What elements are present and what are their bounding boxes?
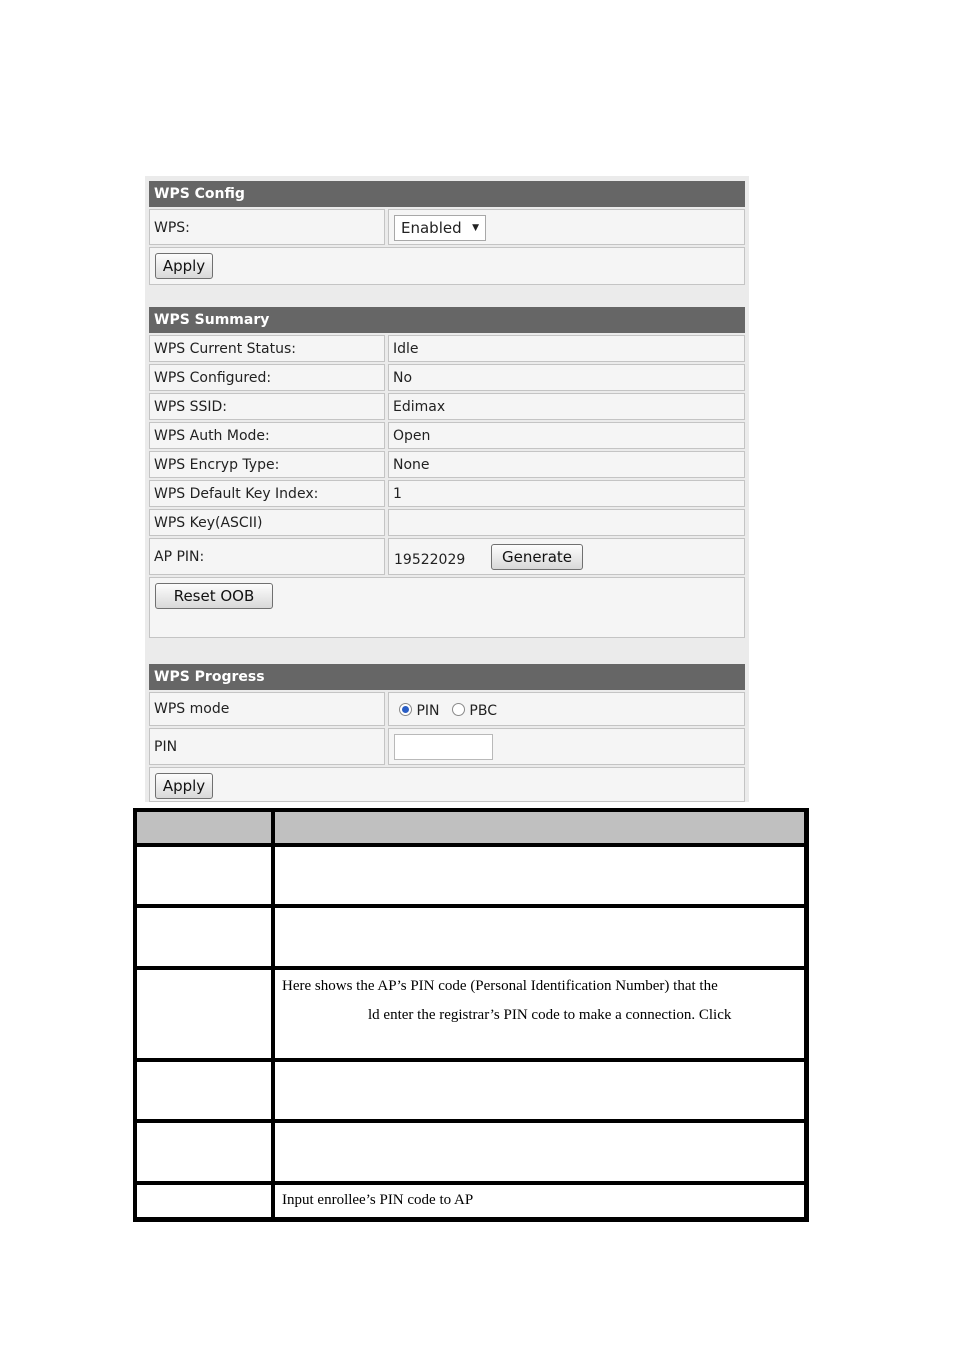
wps-mode-cell [388,692,745,726]
pin-label: PIN [149,728,385,765]
table-header-description [275,812,804,843]
generate-button[interactable]: Generate [491,544,583,570]
summary-value: Idle [388,335,745,362]
reset-oob-button[interactable]: Reset OOB [155,583,273,609]
ap-pin-value: 19522029 [394,552,466,568]
pin-mode-label: PIN [416,703,440,719]
summary-label: WPS Encryp Type: [149,451,385,478]
table-cell-item [137,847,271,904]
pin-description-text: Input enrollee’s PIN code to AP [282,1192,474,1208]
summary-label: WPS Auth Mode: [149,422,385,449]
pin-input[interactable] [394,734,493,760]
table-cell-description [275,970,804,1058]
table-cell-item [137,1062,271,1119]
wps-settings-panel [145,176,749,802]
wps-config-apply-row [149,247,745,285]
wps-label: WPS: [149,209,385,245]
pin-mode-option[interactable] [399,703,444,719]
summary-value: No [388,364,745,391]
wps-enable-select[interactable] [394,215,486,241]
table-cell-item [137,970,271,1058]
table-cell-description [275,1062,804,1119]
summary-label: WPS SSID: [149,393,385,420]
wps-progress-apply-row [149,767,745,802]
ap-pin-description-line: ld enter the registrar’s PIN code to make a connection. Click [368,1007,732,1023]
table-header-item [137,812,271,843]
pin-input-cell [388,728,745,765]
summary-value: Edimax [388,393,745,420]
summary-label: WPS Configured: [149,364,385,391]
table-cell-item [137,1185,271,1217]
progress-apply-button[interactable]: Apply [155,773,213,799]
table-cell-description [275,908,804,966]
pbc-mode-option[interactable] [452,703,497,719]
radio-selected-icon[interactable] [399,703,412,716]
reset-oob-row [149,577,745,638]
summary-value: 1 [388,480,745,507]
wps-value-cell [388,209,745,245]
chevron-down-icon: ▼ [472,223,479,233]
wps-select-value: Enabled [401,219,462,237]
summary-value [388,509,745,536]
ap-pin-description-line: Here shows the AP’s PIN code (Personal Identification Number) that the [282,978,718,994]
wps-config-header: WPS Config [149,181,745,207]
table-cell-description [275,847,804,904]
ap-pin-label: AP PIN: [149,538,385,575]
table-cell-description [275,1123,804,1181]
table-cell-item [137,908,271,966]
config-apply-button[interactable]: Apply [155,253,213,279]
summary-label: WPS Current Status: [149,335,385,362]
ap-pin-cell [388,538,745,575]
table-cell-item [137,1123,271,1181]
table-cell-description [275,1185,804,1217]
radio-unselected-icon[interactable] [452,703,465,716]
summary-value: Open [388,422,745,449]
summary-label: WPS Default Key Index: [149,480,385,507]
wps-summary-header: WPS Summary [149,307,745,333]
wps-mode-label: WPS mode [149,692,385,726]
summary-label: WPS Key(ASCII) [149,509,385,536]
pbc-mode-label: PBC [469,703,497,719]
wps-progress-header: WPS Progress [149,664,745,690]
summary-value: None [388,451,745,478]
description-table [133,808,809,1222]
